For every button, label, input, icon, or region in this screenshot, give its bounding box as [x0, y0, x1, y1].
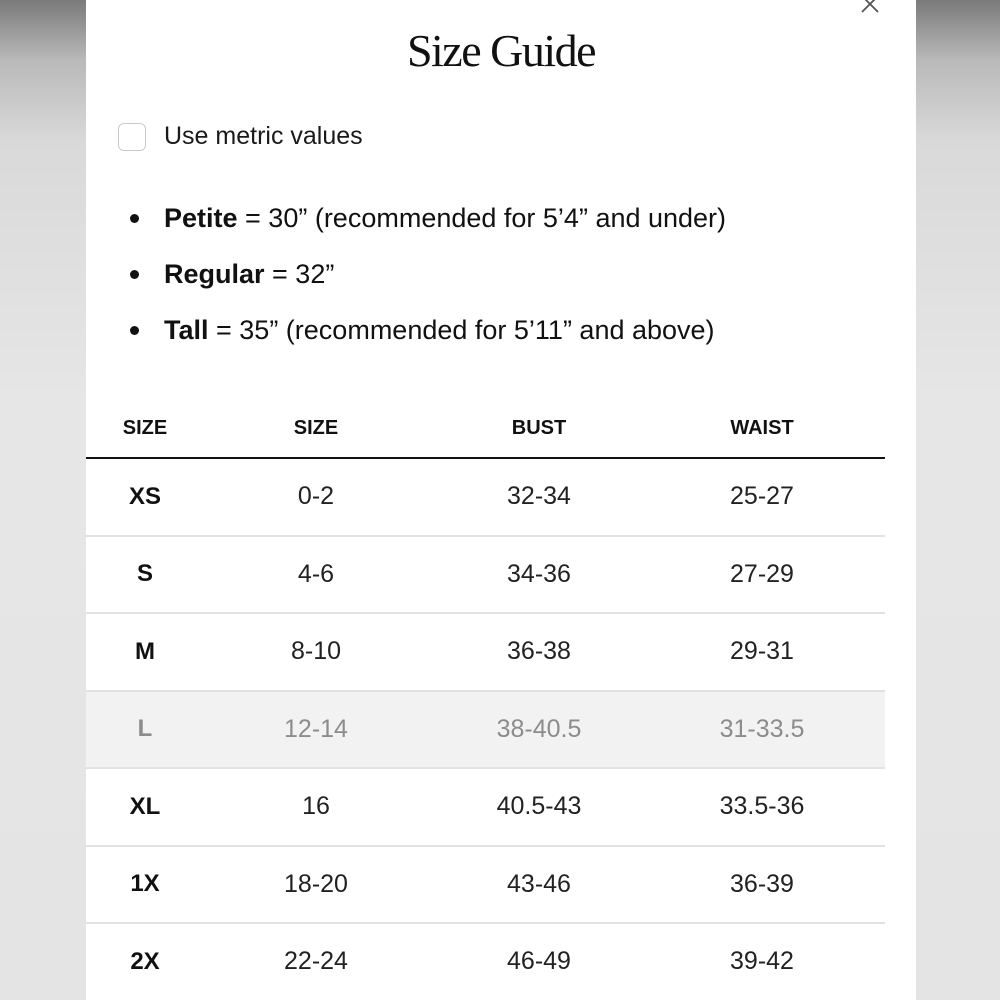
waist-cell: 27-29	[730, 559, 794, 588]
inseam-desc: = 32”	[264, 259, 335, 289]
bust-cell: 34-36	[507, 559, 571, 588]
inseam-name: Petite	[164, 203, 238, 233]
inseam-desc: = 35” (recommended for 5’11” and above)	[208, 315, 715, 345]
inseam-item-regular	[130, 246, 726, 302]
bust-cell: 46-49	[507, 947, 571, 976]
bust-cell: 32-34	[507, 482, 571, 511]
waist-cell: 25-27	[730, 482, 794, 511]
table-row	[86, 459, 885, 537]
header-size-number: SIZE	[293, 417, 339, 439]
waist-cell: 33.5-36	[719, 792, 805, 821]
size-label-cell: L	[137, 715, 153, 743]
inseam-name: Regular	[164, 259, 265, 289]
table-header	[86, 400, 885, 459]
table-row	[86, 769, 885, 847]
size-number-cell: 18-20	[284, 869, 348, 898]
inseam-desc: = 30” (recommended for 5’4” and under)	[237, 203, 727, 233]
size-guide-modal	[86, 0, 916, 1000]
size-number-cell: 8-10	[290, 637, 342, 666]
bust-cell: 38-40.5	[496, 714, 582, 743]
close-icon	[858, 0, 882, 16]
bust-cell: 40.5-43	[496, 792, 582, 821]
size-number-cell: 22-24	[284, 947, 348, 976]
size-label-cell: XS	[128, 482, 161, 510]
size-label-cell: 1X	[130, 870, 160, 898]
size-table	[86, 400, 885, 1000]
header-bust: BUST	[511, 417, 567, 439]
table-row	[86, 924, 885, 1000]
size-number-cell: 0-2	[297, 482, 335, 511]
waist-cell: 39-42	[730, 947, 794, 976]
bust-cell: 43-46	[507, 869, 571, 898]
metric-checkbox[interactable]	[118, 123, 146, 151]
size-label-cell: M	[135, 637, 155, 665]
size-number-cell: 12-14	[284, 714, 348, 743]
waist-cell: 29-31	[730, 637, 794, 666]
size-number-cell: 4-6	[297, 559, 335, 588]
bust-cell: 36-38	[507, 637, 571, 666]
metric-toggle[interactable]	[118, 122, 363, 151]
waist-cell: 31-33.5	[719, 714, 805, 743]
inseam-name: Tall	[164, 315, 209, 345]
header-size-label: SIZE	[122, 417, 168, 439]
table-row	[86, 537, 885, 615]
header-waist: WAIST	[730, 417, 794, 439]
size-label-cell: 2X	[130, 947, 160, 975]
modal-title: Size Guide	[406, 25, 596, 76]
inseam-item-petite	[130, 190, 726, 246]
inseam-item-tall	[130, 302, 726, 358]
size-label-cell: XL	[129, 792, 161, 820]
table-row	[86, 847, 885, 925]
metric-label: Use metric values	[164, 122, 363, 150]
size-label-cell: S	[136, 560, 153, 588]
waist-cell: 36-39	[730, 869, 794, 898]
table-row-highlighted	[86, 692, 885, 770]
table-row	[86, 614, 885, 692]
size-number-cell: 16	[302, 792, 330, 821]
close-button[interactable]	[858, 0, 882, 16]
inseam-list	[130, 190, 726, 358]
